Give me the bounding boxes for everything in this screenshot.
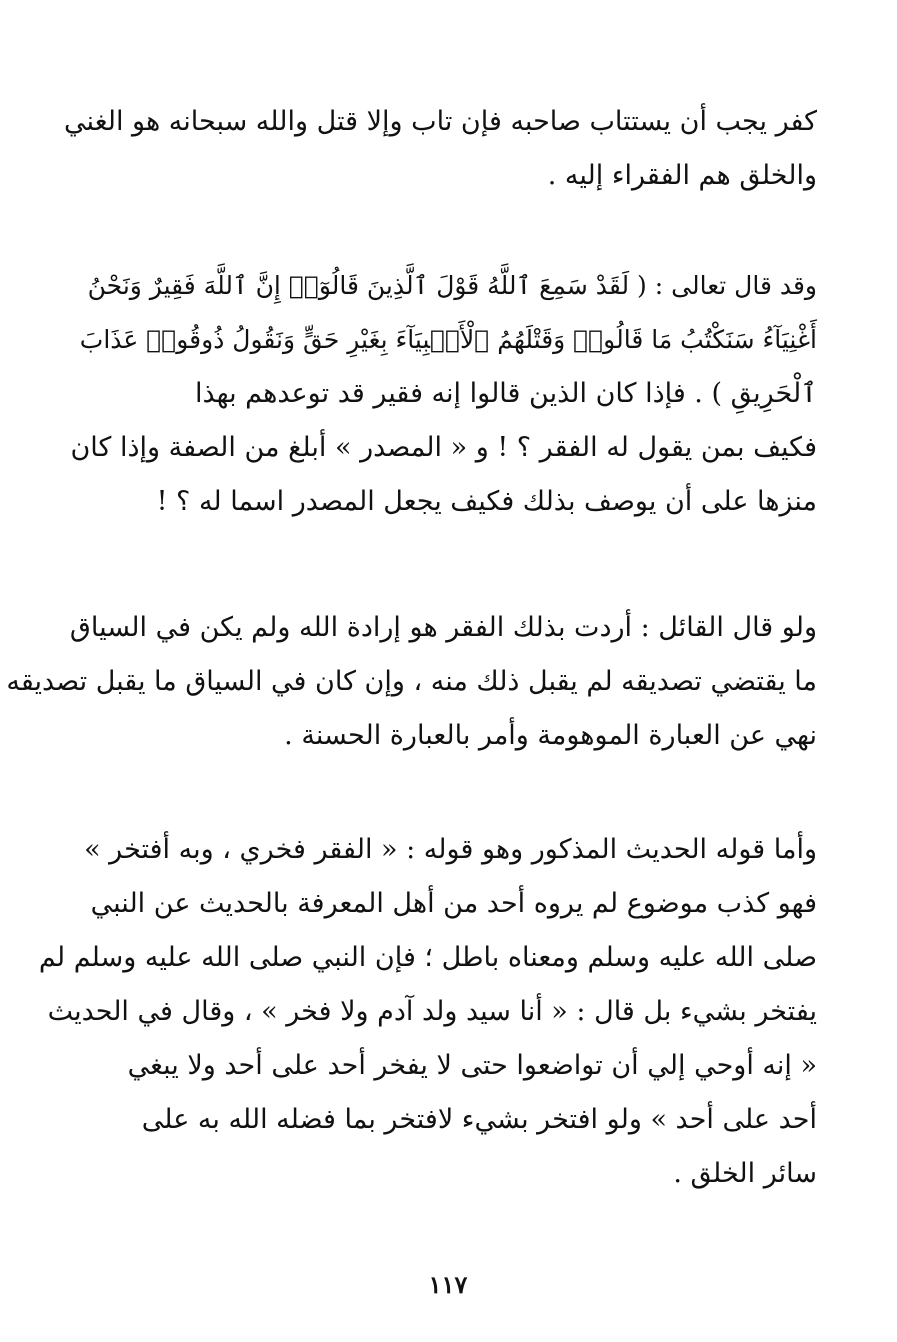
paragraph-line: ما يقتضي تصديقه لم يقبل ذلك منه ، وإن كان في السياق ما يقبل تصديقه: [6, 666, 817, 697]
paragraph-line: « إنه أوحي إلي أن تواضعوا حتى لا يفخر أحد على أحد ولا يبغي: [127, 1050, 817, 1081]
paragraph-4-hadith: [38, 823, 817, 1201]
paragraph-line: يفتخر بشيء بل قال : « أنا سيد ولد آدم ولا فخر » ، وقال في الحديث: [47, 996, 817, 1027]
paragraph-3: [6, 601, 817, 763]
page-number: ١١٧: [428, 1270, 468, 1299]
paragraph-line: وأما قوله الحديث المذكور وهو قوله : « الفقر فخري ، وبه أفتخر »: [84, 834, 817, 865]
paragraph-line: نهي عن العبارة الموهومة وأمر بالعبارة الحسنة .: [284, 720, 817, 751]
paragraph-line: صلى الله عليه وسلم ومعناه باطل ؛ فإن النبي صلى الله عليه وسلم لم: [38, 942, 817, 973]
paragraph-line: أحد على أحد » ولو افتخر بشيء لافتخر بما فضله الله به على: [141, 1104, 817, 1135]
paragraph-line: كفر يجب أن يستتاب صاحبه فإن تاب وإلا قتل والله سبحانه هو الغني: [64, 106, 817, 137]
paragraph-line: منزها على أن يوصف بذلك فكيف يجعل المصدر اسما له ؟ !: [156, 486, 817, 517]
quran-verse-line: وقد قال تعالى : ( لَقَدْ سَمِعَ ٱللَّهُ قَوْلَ ٱلَّذِينَ قَالُوٓا۟ إِنَّ ٱللَّهَ فَقِيرٌ وَنَحْنُ: [87, 271, 817, 300]
paragraph-line: والخلق هم الفقراء إليه .: [547, 160, 817, 191]
paragraph-1: [64, 95, 817, 203]
paragraph-line: فكيف بمن يقول له الفقر ؟ ! و « المصدر » أبلغ من الصفة وإذا كان: [70, 432, 817, 463]
paragraph-line: ٱلْحَرِيقِ ) . فإذا كان الذين قالوا إنه فقير قد توعدهم بهذا: [194, 378, 817, 409]
paragraph-2-quran-citation: [70, 259, 817, 529]
paragraph-line: ولو قال القائل : أردت بذلك الفقر هو إرادة الله ولم يكن في السياق: [69, 612, 817, 643]
quran-verse-line: أَغْنِيَآءُ سَنَكْتُبُ مَا قَالُوا۟ وَقَتْلَهُمُ ٱلْأَنۢبِيَآءَ بِغَيْرِ حَقٍّ وَنَقُولُ ذُوقُوا۟ عَذَابَ: [79, 325, 817, 354]
paragraph-line: فهو كذب موضوع لم يروه أحد من أهل المعرفة بالحديث عن النبي: [90, 888, 817, 919]
paragraph-line: سائر الخلق .: [673, 1158, 817, 1189]
